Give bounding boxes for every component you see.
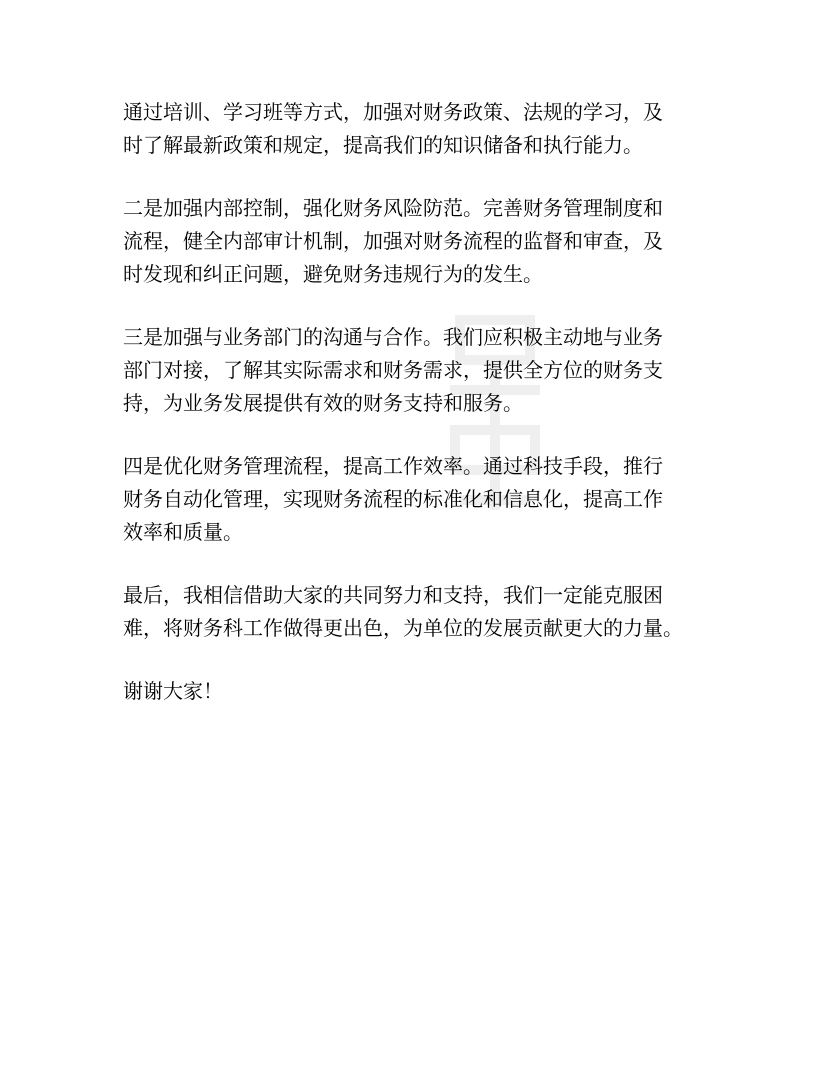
text-line: 难，将财务科工作做得更出色，为单位的发展贡献更大的力量。 xyxy=(123,616,683,640)
text-line: 最后，我相信借助大家的共同努力和支持，我们一定能克服困 xyxy=(123,583,663,607)
paragraph-thanks xyxy=(123,675,723,708)
text-line: 流程，健全内部审计机制，加强对财务流程的监督和审查，及 xyxy=(123,229,663,253)
paragraph-training xyxy=(123,96,723,162)
paragraph-conclusion xyxy=(123,579,723,645)
text-line: 二是加强内部控制，强化财务风险防范。完善财务管理制度和 xyxy=(123,196,663,220)
paragraph-internal-control xyxy=(123,192,723,291)
document-body xyxy=(123,96,723,738)
text-line: 通过培训、学习班等方式，加强对财务政策、法规的学习，及 xyxy=(123,100,663,124)
text-line: 三是加强与业务部门的沟通与合作。我们应积极主动地与业务 xyxy=(123,325,663,349)
text-line: 效率和质量。 xyxy=(123,520,243,544)
text-line: 谢谢大家！ xyxy=(123,679,223,703)
paragraph-process-optimization xyxy=(123,450,723,549)
paragraph-communication xyxy=(123,321,723,420)
text-line: 部门对接，了解其实际需求和财务需求，提供全方位的财务支 xyxy=(123,358,663,382)
text-line: 财务自动化管理，实现财务流程的标准化和信息化，提高工作 xyxy=(123,487,663,511)
text-line: 时了解最新政策和规定，提高我们的知识储备和执行能力。 xyxy=(123,133,643,157)
text-line: 时发现和纠正问题，避免财务违规行为的发生。 xyxy=(123,262,543,286)
text-line: 四是优化财务管理流程，提高工作效率。通过科技手段，推行 xyxy=(123,454,663,478)
text-line: 持，为业务发展提供有效的财务支持和服务。 xyxy=(123,391,523,415)
